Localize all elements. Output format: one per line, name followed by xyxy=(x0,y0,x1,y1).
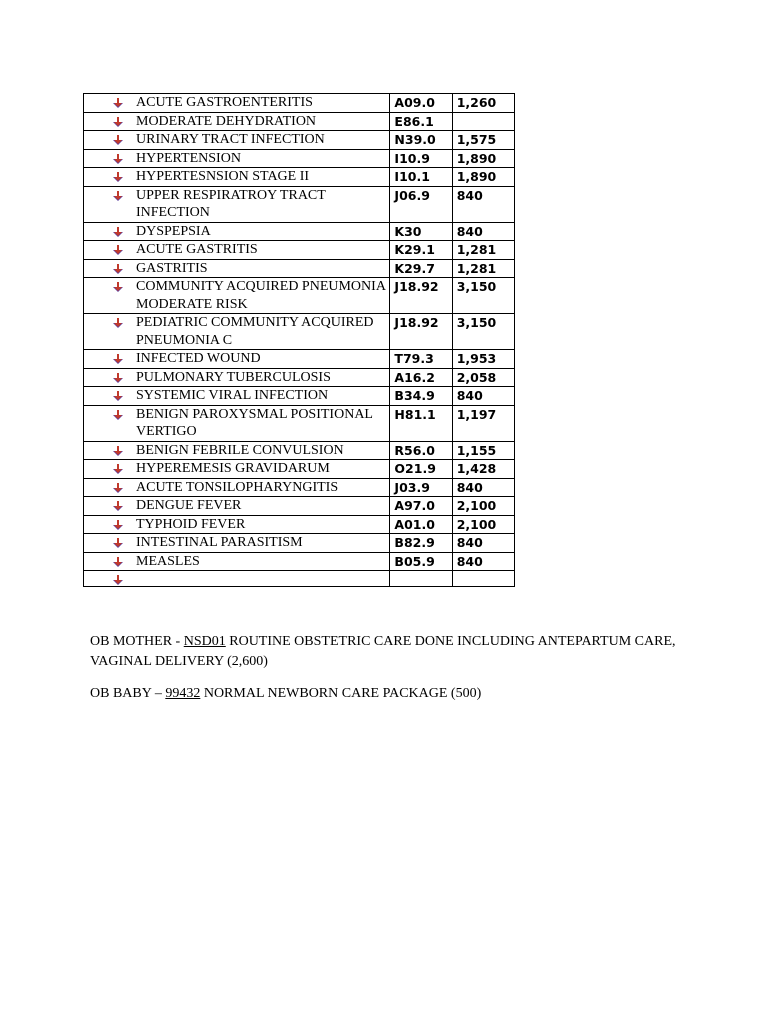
arrow-down-bullet-icon xyxy=(112,387,126,402)
arrow-down-bullet-icon xyxy=(112,187,126,202)
amount-cell xyxy=(452,112,514,131)
ob-mother-note xyxy=(90,632,690,672)
icd-code-cell: K30 xyxy=(390,222,452,241)
diagnosis-name: MEASLES xyxy=(136,553,200,569)
diagnosis-name: SYSTEMIC VIRAL INFECTION xyxy=(136,388,329,403)
icd-code-cell: I10.1 xyxy=(390,168,452,187)
table-row xyxy=(84,186,515,222)
table-row xyxy=(84,149,515,168)
icd-code-cell: R56.0 xyxy=(390,441,452,460)
amount-cell: 840 xyxy=(452,478,514,497)
table-row xyxy=(84,515,515,534)
diagnosis-cell xyxy=(84,350,390,369)
icd-code-cell: B34.9 xyxy=(390,387,452,406)
icd-code-cell: A16.2 xyxy=(390,368,452,387)
diagnosis-name: URINARY TRACT INFECTION xyxy=(136,132,325,147)
arrow-down-bullet-icon xyxy=(112,406,126,421)
icd-code-cell: J18.92 xyxy=(390,278,452,314)
diagnosis-name: BENIGN PAROXYSMAL POSITIONAL VERTIGO xyxy=(136,406,373,439)
amount-cell: 1,281 xyxy=(452,259,514,278)
amount-cell: 840 xyxy=(452,534,514,553)
arrow-down-bullet-icon xyxy=(112,314,126,329)
diagnosis-name: PULMONARY TUBERCULOSIS xyxy=(136,369,331,385)
amount-cell: 3,150 xyxy=(452,314,514,350)
amount-cell: 1,281 xyxy=(452,241,514,260)
arrow-down-bullet-icon xyxy=(112,553,126,568)
arrow-down-bullet-icon xyxy=(112,278,126,293)
icd-code-cell: B05.9 xyxy=(390,552,452,571)
amount-cell: 1,890 xyxy=(452,168,514,187)
diagnosis-cell xyxy=(84,168,390,187)
ob-mother-text: ROUTINE OBSTETRIC CARE DONE INCLUDING ANTEPARTUM CARE, VAGINAL DELIVERY (2,600) xyxy=(90,634,676,669)
icd-code-cell: O21.9 xyxy=(390,460,452,479)
diagnosis-cell xyxy=(84,94,390,113)
table-row xyxy=(84,534,515,553)
icd-code-cell xyxy=(390,571,452,587)
icd-code-cell: T79.3 xyxy=(390,350,452,369)
amount-cell: 1,953 xyxy=(452,350,514,369)
diagnosis-cell xyxy=(84,186,390,222)
table-row xyxy=(84,478,515,497)
diagnosis-name: GASTRITIS xyxy=(136,260,208,276)
diagnosis-name: UPPER RESPIRATROY TRACT INFECTION xyxy=(136,187,326,220)
ob-mother-prefix: OB MOTHER - xyxy=(90,634,184,649)
arrow-down-bullet-icon xyxy=(112,571,126,586)
table-row xyxy=(84,387,515,406)
icd-code-cell: J03.9 xyxy=(390,478,452,497)
icd-code-cell: N39.0 xyxy=(390,131,452,150)
diagnosis-name: ACUTE GASTROENTERITIS xyxy=(136,95,313,110)
ob-baby-note xyxy=(90,684,690,704)
table-row xyxy=(84,241,515,260)
diagnosis-table xyxy=(83,93,515,587)
arrow-down-bullet-icon xyxy=(112,260,126,275)
diagnosis-name: BENIGN FEBRILE CONVULSION xyxy=(136,442,344,458)
ob-mother-code: NSD01 xyxy=(183,634,226,649)
table-row xyxy=(84,405,515,441)
icd-code-cell: B82.9 xyxy=(390,534,452,553)
table-row xyxy=(84,222,515,241)
amount-cell: 840 xyxy=(452,222,514,241)
icd-code-cell: K29.1 xyxy=(390,241,452,260)
table-row xyxy=(84,131,515,150)
arrow-down-bullet-icon xyxy=(112,113,126,128)
amount-cell: 840 xyxy=(452,186,514,222)
arrow-down-bullet-icon xyxy=(112,516,126,531)
diagnosis-name: TYPHOID FEVER xyxy=(136,516,246,532)
icd-code-cell: J18.92 xyxy=(390,314,452,350)
amount-cell: 1,428 xyxy=(452,460,514,479)
diagnosis-name: HYPEREMESIS GRAVIDARUM xyxy=(136,461,330,476)
arrow-down-bullet-icon xyxy=(112,223,126,238)
arrow-down-bullet-icon xyxy=(112,369,126,384)
amount-cell: 1,155 xyxy=(452,441,514,460)
table-row xyxy=(84,460,515,479)
diagnosis-name: MODERATE DEHYDRATION xyxy=(136,113,317,129)
arrow-down-bullet-icon xyxy=(112,131,126,146)
arrow-down-bullet-icon xyxy=(112,168,126,183)
amount-cell: 1,890 xyxy=(452,149,514,168)
diagnosis-name: DYSPEPSIA xyxy=(136,223,211,239)
diagnosis-name: PEDIATRIC COMMUNITY ACQUIRED PNEUMONIA C xyxy=(136,315,374,348)
table-row xyxy=(84,571,515,587)
diagnosis-cell xyxy=(84,478,390,497)
amount-cell xyxy=(452,571,514,587)
amount-cell: 840 xyxy=(452,387,514,406)
table-row xyxy=(84,368,515,387)
amount-cell: 1,197 xyxy=(452,405,514,441)
diagnosis-cell xyxy=(84,460,390,479)
table-row xyxy=(84,168,515,187)
table-row xyxy=(84,497,515,516)
diagnosis-cell xyxy=(84,149,390,168)
icd-code-cell: A97.0 xyxy=(390,497,452,516)
table-row xyxy=(84,350,515,369)
arrow-down-bullet-icon xyxy=(112,350,126,365)
arrow-down-bullet-icon xyxy=(112,479,126,494)
diagnosis-cell xyxy=(84,552,390,571)
diagnosis-cell xyxy=(84,259,390,278)
icd-code-cell: K29.7 xyxy=(390,259,452,278)
diagnosis-name: ACUTE GASTRITIS xyxy=(136,242,258,257)
arrow-down-bullet-icon xyxy=(112,442,126,457)
arrow-down-bullet-icon xyxy=(112,460,126,475)
diagnosis-name: HYPERTESNSION STAGE II xyxy=(136,169,310,184)
icd-code-cell: J06.9 xyxy=(390,186,452,222)
diagnosis-name: INTESTINAL PARASITISM xyxy=(136,535,303,550)
table-row xyxy=(84,94,515,113)
icd-code-cell: I10.9 xyxy=(390,149,452,168)
arrow-down-bullet-icon xyxy=(112,534,126,549)
diagnosis-cell xyxy=(84,314,390,350)
table-row xyxy=(84,441,515,460)
amount-cell: 3,150 xyxy=(452,278,514,314)
diagnosis-table-body xyxy=(84,94,515,587)
arrow-down-bullet-icon xyxy=(112,497,126,512)
table-row xyxy=(84,259,515,278)
diagnosis-cell xyxy=(84,222,390,241)
diagnosis-name: INFECTED WOUND xyxy=(136,351,261,366)
icd-code-cell: A01.0 xyxy=(390,515,452,534)
ob-baby-text: NORMAL NEWBORN CARE PACKAGE (500) xyxy=(200,686,482,701)
icd-code-cell: H81.1 xyxy=(390,405,452,441)
amount-cell: 1,260 xyxy=(452,94,514,113)
diagnosis-cell xyxy=(84,241,390,260)
diagnosis-cell xyxy=(84,515,390,534)
diagnosis-cell xyxy=(84,441,390,460)
diagnosis-cell xyxy=(84,497,390,516)
diagnosis-name: COMMUNITY ACQUIRED PNEUMONIA MODERATE RISK xyxy=(136,279,386,312)
amount-cell: 2,100 xyxy=(452,515,514,534)
table-row xyxy=(84,314,515,350)
table-row xyxy=(84,552,515,571)
diagnosis-cell xyxy=(84,131,390,150)
amount-cell: 2,058 xyxy=(452,368,514,387)
icd-code-cell: E86.1 xyxy=(390,112,452,131)
amount-cell: 1,575 xyxy=(452,131,514,150)
diagnosis-name: DENGUE FEVER xyxy=(136,498,242,513)
ob-baby-prefix: OB BABY – xyxy=(90,686,166,701)
arrow-down-bullet-icon xyxy=(112,241,126,256)
amount-cell: 840 xyxy=(452,552,514,571)
diagnosis-name: ACUTE TONSILOPHARYNGITIS xyxy=(136,479,339,495)
diagnosis-cell xyxy=(84,368,390,387)
diagnosis-cell xyxy=(84,278,390,314)
arrow-down-bullet-icon xyxy=(112,94,126,109)
arrow-down-bullet-icon xyxy=(112,150,126,165)
diagnosis-name: HYPERTENSION xyxy=(136,150,241,166)
diagnosis-cell xyxy=(84,112,390,131)
diagnosis-cell xyxy=(84,405,390,441)
amount-cell: 2,100 xyxy=(452,497,514,516)
table-row xyxy=(84,278,515,314)
diagnosis-cell xyxy=(84,534,390,553)
diagnosis-cell xyxy=(84,387,390,406)
diagnosis-cell xyxy=(84,571,390,587)
ob-baby-code: 99432 xyxy=(165,686,201,701)
table-row xyxy=(84,112,515,131)
icd-code-cell: A09.0 xyxy=(390,94,452,113)
